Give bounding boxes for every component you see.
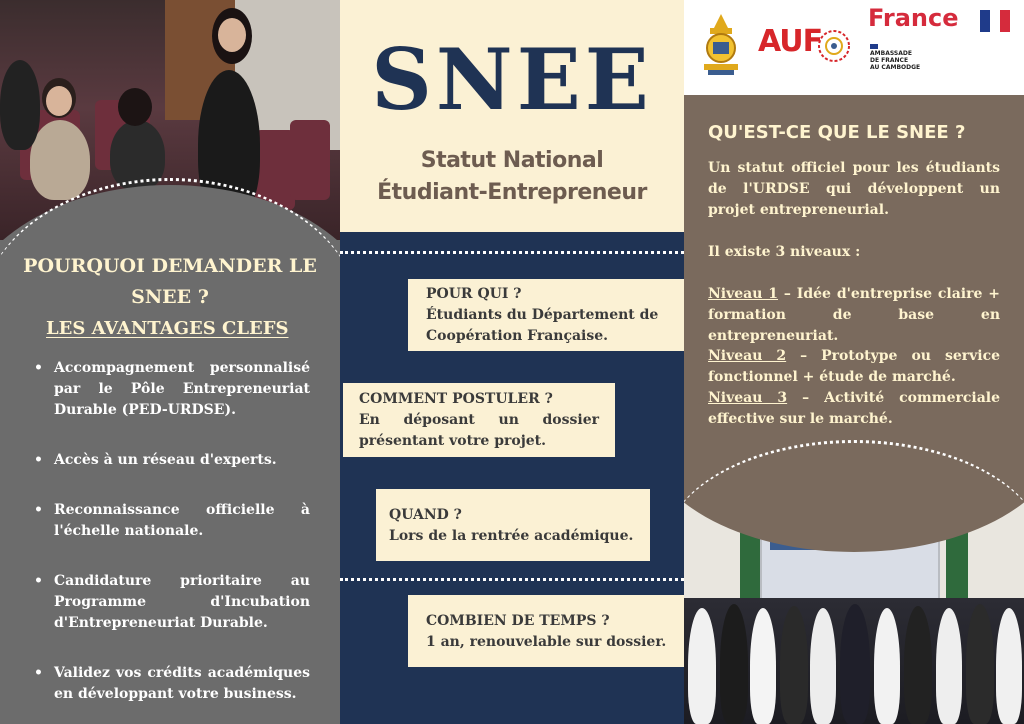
auf-globe-icon [816,28,852,64]
title-block [340,0,684,232]
subtitle-line1: Statut National [420,148,604,173]
embassy-text: AMBASSADE DE FRANCE AU CAMBODGE [870,50,921,71]
marianne-icon [870,44,878,49]
info-question: COMBIEN DE TEMPS ? [426,613,610,629]
info-answer: Étudiants du Département de Coopération Française. [426,307,659,344]
level-2: Niveau 2 – Prototype ou service fonctionnel + étude de marché. [708,348,1000,385]
benefit-item: • Accompagnement personnalisé par le Pôle Entrepreneuriat Durable (PED-URDSE). [30,358,310,421]
level-3: Niveau 3 – Activité commerciale effective sur le marché. [708,390,1000,427]
benefit-item: • Candidature prioritaire au Programme d'Incubation d'Entrepreneuriat Durable. [30,571,310,634]
why-heading-line1: POURQUOI DEMANDER LE [23,255,317,277]
info-box-duration [408,595,684,667]
info-box-who [408,279,684,351]
why-heading-line2: SNEE ? [131,286,209,308]
info-answer: 1 an, renouvelable sur dossier. [426,634,667,650]
intro-text: Un statut officiel pour les étudiants de l'URDSE qui développent un projet entrepreneurial. [708,160,1000,218]
info-box-when [376,489,650,561]
french-flag-icon [980,10,1010,32]
info-answer: En déposant un dossier présentant votre projet. [359,412,599,449]
benefit-item: • Reconnaissance officielle à l'échelle nationale. [30,500,310,542]
benefits-subheading: LES AVANTAGES CLEFS [46,318,289,339]
logo-bar [684,0,1024,95]
benefits-list [30,358,310,724]
benefit-item: • Validez vos crédits académiques en développant votre business. [30,663,310,705]
main-title: SNEE [371,30,653,129]
france-wordmark: France [868,4,959,32]
level-1: Niveau 1 – Idée d'entreprise claire + formation de base en entrepreneuriat. [708,286,1000,344]
subtitle-line2: Étudiant-Entrepreneur [377,180,647,205]
info-question: QUAND ? [389,507,462,523]
left-panel [0,0,340,724]
info-box-how [343,383,615,457]
auf-logo: AUF [758,24,823,59]
levels-intro: Il existe 3 niveaux : [708,244,861,260]
middle-panel [340,0,684,724]
what-heading: QU'EST-CE QUE LE SNEE ? [708,122,966,143]
benefit-item: • Accès à un réseau d'experts. [30,450,310,471]
right-panel [684,0,1024,724]
info-question: COMMENT POSTULER ? [359,391,553,407]
info-question: POUR QUI ? [426,286,522,302]
dotted-divider [340,251,684,254]
dotted-divider [340,578,684,581]
info-answer: Lors de la rentrée académique. [389,528,634,544]
university-emblem-icon [698,12,744,78]
embassy-logo [868,6,1018,82]
